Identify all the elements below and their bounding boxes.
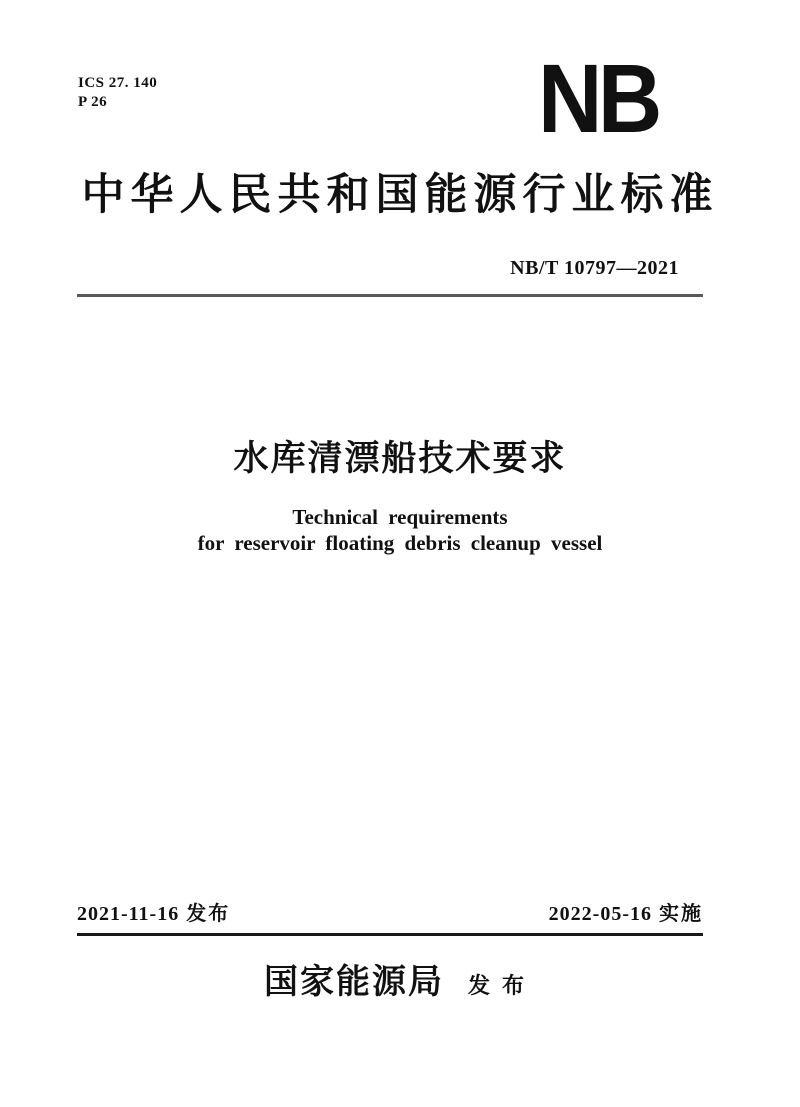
implementation-date: 2022-05-16: [548, 903, 652, 925]
document-title-en-line1: Technical requirements: [292, 505, 508, 529]
publish-label: 发布: [467, 973, 536, 998]
issue-label: 发布: [186, 903, 231, 925]
header-divider-rule: [77, 294, 703, 297]
nb-logo: NB: [538, 44, 658, 153]
standard-category-title: 中华人民共和国能源行业标准: [81, 172, 719, 219]
issue-date: 2021-11-16: [77, 903, 180, 925]
issue-date-group: [77, 902, 230, 926]
document-title-en: [0, 504, 800, 556]
classification-code: P 26: [78, 94, 108, 110]
dates-row: [77, 902, 703, 926]
publisher-name: 国家能源局: [263, 964, 444, 1001]
implementation-date-group: [549, 902, 703, 926]
publisher-row: [0, 963, 800, 1004]
standard-number: NB/T 10797—2021: [510, 257, 679, 279]
ics-code: ICS 27. 140: [78, 75, 158, 91]
footer-divider-rule: [77, 933, 703, 936]
ics-block: [78, 74, 157, 112]
implementation-label: 实施: [659, 903, 703, 925]
document-title-en-line2: for reservoir floating debris cleanup vessel: [197, 531, 603, 555]
document-title-cn: 水库清漂船技术要求: [233, 439, 567, 478]
